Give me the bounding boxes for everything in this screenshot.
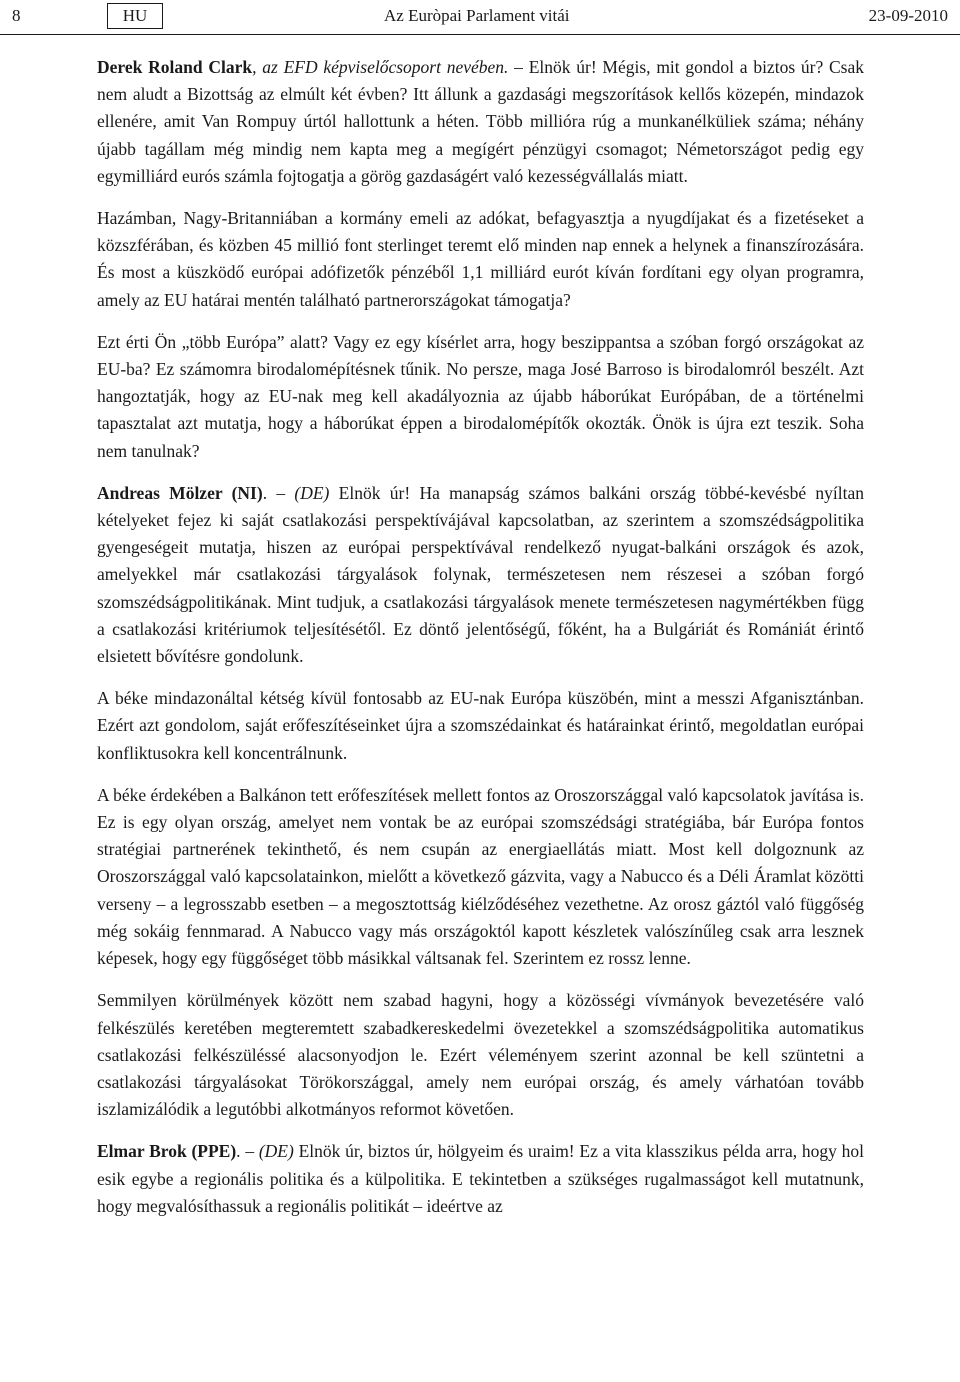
paragraph-text: A béke érdekében a Balkánon tett erőfeszítések mellett fontos az Oroszországgal való kapcsolatok javítása is. Ez is egy olyan ország, amelyet nem vontak be az európai szomszédsági stratégiába, bár Európa fontos stratégiai partnerének tekinthető, és nem csupán az energiaellátás miatt. Most kell dolgoznunk az Oroszországgal való kapcsolatainkon, mielőtt a következő gázvita, vagy a Nabucco és a Déli Áramlat közötti verseny – a legrosszabb esetben – a megosztottság kiélződéséhez vezethetne. Az orosz gáztól való függőség még sokáig fennmarad. A Nabucco vagy más országoktól kapott készletek valószínűleg csak arra lesznek képesek, hogy egy függőséget több másikkal váltsanak fel. Szerintem ez rossz lenne. [97, 784, 864, 969]
paragraph [97, 1138, 864, 1220]
page-header [0, 0, 960, 34]
speaker-name: Andreas Mölzer (NI) [97, 482, 263, 503]
paragraph [97, 685, 864, 767]
paragraph-text: – Elnök úr! Mégis, mit gondol a biztos úr? Csak nem aludt a Bizottság az elmúlt két évben? Itt állunk a gazdasági megszorítások kellős közepén, mindazok ellenére, amit Van Rompuy úrtól hallottunk a héten. Több millióra rúg a munkanélküliek száma; néhány újabb tagállam még mindig nem kapta meg a megígért pénzügyi csomagot; Németországot pedig egy egymilliárd eurós számla fojtogatja a görög gazdaságért való kezességvállalás miatt. [97, 57, 864, 186]
paragraph [97, 782, 864, 972]
speaker-name: Elmar Brok (PPE) [97, 1141, 237, 1162]
session-date: 23-09-2010 [868, 6, 948, 25]
document-body [97, 54, 864, 1235]
running-title: Az Euròpai Parlament vitái [384, 6, 570, 25]
paragraph-text: Ezt érti Ön „több Európa” alatt? Vagy ez egy kísérlet arra, hogy beszippantsa a szóban forgó országokat az EU-ba? Ez számomra birodalomépítésnek tűnik. No persze, maga José Barroso is birodalomról beszélt. Azt hangoztatják, hogy az EU-nak meg kell akadályoznia az újabb háborúkat Európában, de a történelmi tapasztalat azt mutatja, hogy a háborúkat éppen a birodalomépítők okozták. Önök is újra ezt teszik. Soha nem tanulnak? [97, 331, 864, 461]
paragraph-text: Elnök úr, biztos úr, hölgyeim és uraim! Ez a vita klasszikus példa arra, hogy hol esik egybe a regionális politika és a külpolitika. E tekintetben a szükséges rugalmasságot kell mutatnunk, hogy megvalósíthassuk a regionális politikát – ideértve az [97, 1141, 865, 1216]
language-marker: (DE) [294, 482, 330, 503]
paragraph-text: Hazámban, Nagy-Britanniában a kormány emeli az adókat, befagyasztja a nyugdíjakat és a fizetéseket a közszférában, és közben 45 millió font sterlinget teremt elő minden nap ennek a helynek a finanszírozására. És most a küszködő európai adófizetők pénzéből 1,1 milliárd eurót kíván fordítani egy olyan programra, amely az EU határai mentén található partnerországokat támogatja? [97, 208, 864, 310]
paragraph [97, 205, 864, 314]
paragraph [97, 987, 864, 1123]
page-number: 8 [12, 6, 21, 25]
speaker-dash: . – [236, 1141, 259, 1162]
speaker-dash: . – [262, 482, 295, 503]
paragraph [97, 54, 864, 190]
language-marker: (DE) [258, 1141, 294, 1162]
paragraph-text: Semmilyen körülmények között nem szabad hagyni, hogy a közösségi vívmányok bevezetésére való felkészülés keretében megteremtett szabadkereskedelmi övezetekkel a szomszédságpolitika automatikus csatlakozási felkészüléssé alacsonyodjon le. Ezért véleményem szerint azonnal be kell szüntetni a csatlakozási tárgyalásokat Törökországgal, amely nem európai ország, és amely várhatóan tovább iszlamizálódik a legutóbbi alkotmányos reformot követően. [97, 990, 864, 1120]
paragraph-text: Elnök úr! Ha manapság számos balkáni ország többé-kevésbé nyíltan kételyeket fejez ki saját csatlakozási perspektívájával kapcsolatban, az szerintem a szomszédságpolitika gyengeségeit mutatja, hiszen az európai perspektívával rendelkező nyugat-balkáni országok és azok, amelyekkel már csatlakozási tárgyalások folynak, természetesen nem részesei a szóban forgó szomszédságpolitikának. Mint tudjuk, a csatlakozási tárgyalások menete természetesen nagymértékben függ a csatlakozási kritériumok teljesítésétől. Ez döntő jelentőségű, főként, ha a Bulgáriát és Romániát érintő elsietett bővítésre gondolunk. [97, 482, 864, 667]
paragraph [97, 329, 864, 465]
paragraph [97, 480, 864, 670]
header-rule [0, 34, 960, 35]
speaker-name: Derek Roland Clark [97, 57, 253, 77]
language-code-box: HU [107, 3, 163, 29]
speaker-role: , az EFD képviselőcsoport nevében. [252, 57, 509, 77]
paragraph-text: A béke mindazonáltal kétség kívül fontosabb az EU-nak Európa küszöbén, mint a messzi Afganisztánban. Ezért azt gondolom, saját erőfeszítéseinket újra a szomszédainkat és határainkat érintő, megoldatlan európai konfliktusokra kell koncentrálnunk. [97, 688, 864, 763]
